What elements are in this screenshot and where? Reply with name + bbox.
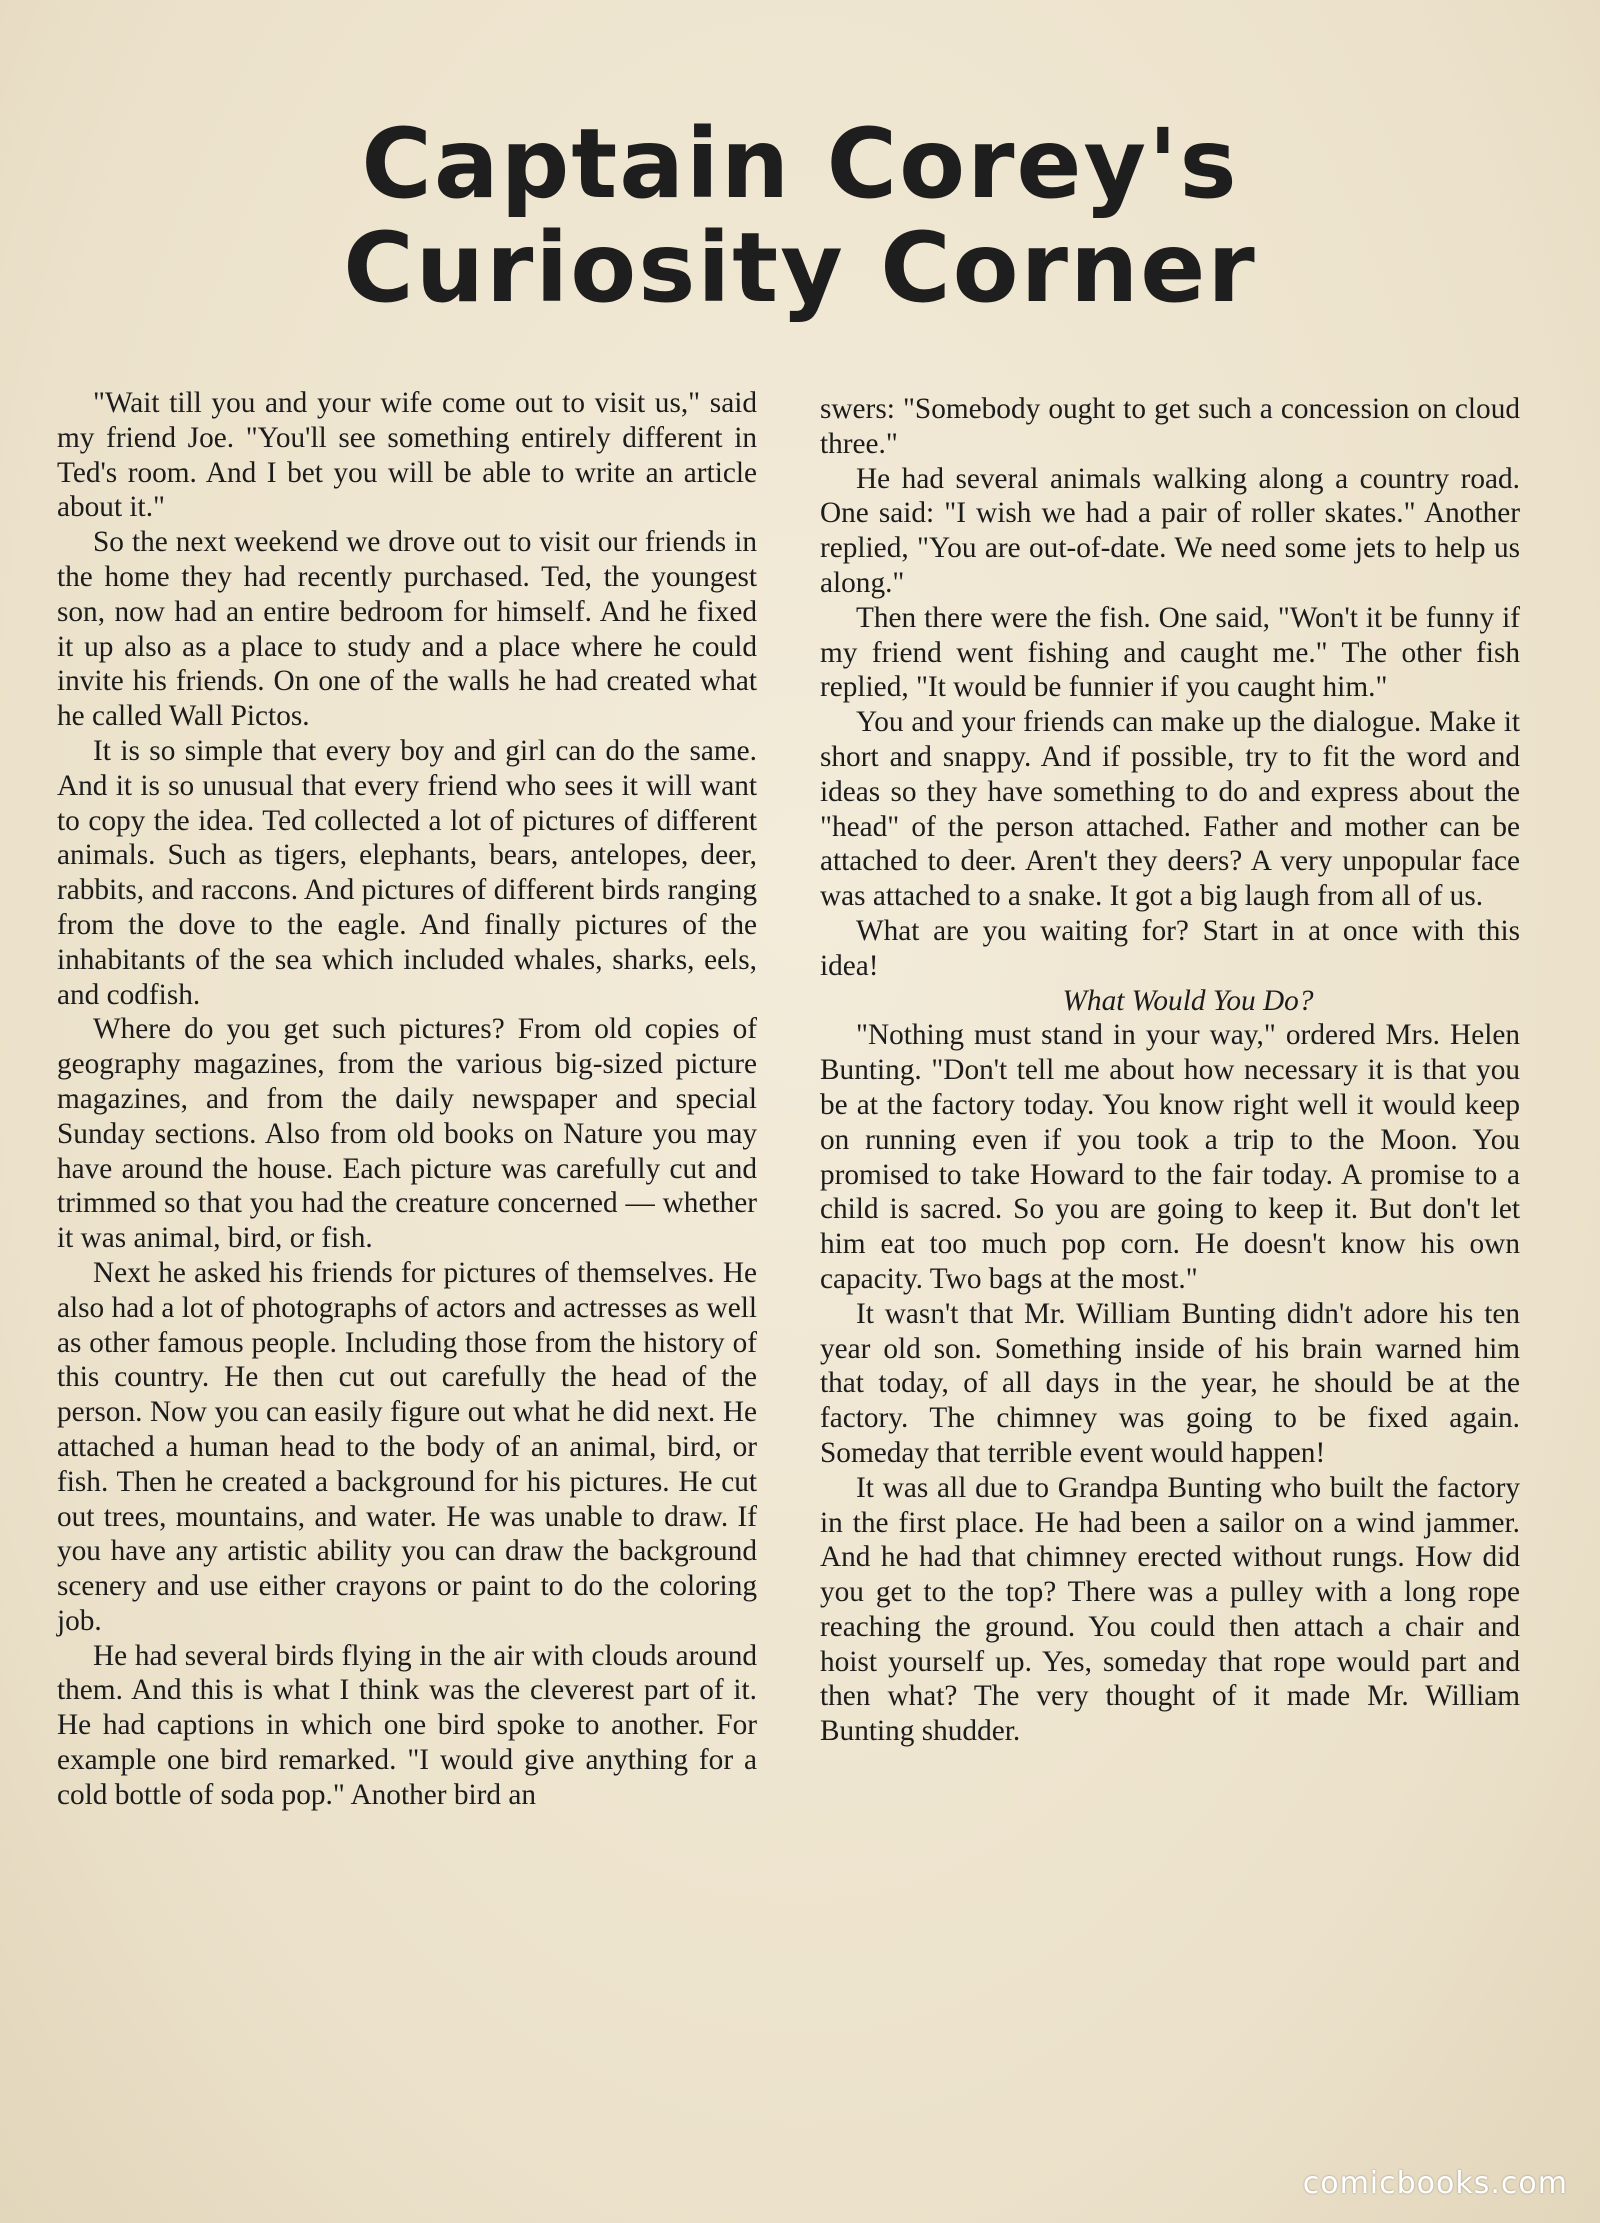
paragraph: It was all due to Grandpa Bunting who built the factory in the first place. He had been a sailor on a wind jammer. And he had that chimney erected without rungs. How did you get to the top? There was a pulley with a long rope reaching the ground. You could then attach a chair and hoist yourself up. Yes, someday that rope would part and then what? The very thought of it made Mr. William Bunting shudder. — [820, 1471, 1520, 1748]
site-watermark: comicbooks.com — [1302, 2166, 1568, 2201]
paragraph: "Wait till you and your wife come out to visit us," said my friend Joe. "You'll see something entirely different in Ted's room. And I bet you will be able to write an article about it." — [57, 387, 757, 524]
title-line-2: Curiosity Corner — [343, 212, 1257, 324]
paragraph: He had several birds flying in the air with clouds around them. And this is what I think was the cleverest part of it. He had captions in which one bird spoke to another. For example one bird remarked. "I would give anything for a cold bottle of soda pop." Another bird an — [57, 1639, 757, 1811]
paragraph: Then there were the fish. One said, "Won't it be funny if my friend went fishing and caught me." The other fish replied, "It would be funnier if you caught him." — [820, 601, 1520, 704]
paragraph: So the next weekend we drove out to visit our friends in the home they had recently purchased. Ted, the youngest son, now had an entire bedroom for himself. And he fixed it up also as a place to study and a place where he could invite his friends. On one of the walls he had created what he called Wall Pictos. — [57, 526, 757, 733]
paragraph: "Nothing must stand in your way," ordered Mrs. Helen Bunting. "Don't tell me about how necessary it is that you be at the factory today. You know right well it would keep on running even if you took a trip to the Moon. You promised to take Howard to the fair today. A promise to a child is sacred. So you are going to keep it. But don't let him eat too much pop corn. He doesn't know his own capacity. Two bags at the most." — [820, 1019, 1520, 1295]
story-subheading: What Would You Do? — [1062, 984, 1314, 1017]
paragraph: It wasn't that Mr. William Bunting didn't adore his ten year old son. Something inside of his brain warned him that today, of all days in the year, he should be at the factory. The chimney was going to be fixed again. Someday that terrible event would happen! — [820, 1297, 1520, 1469]
paragraph: What are you waiting for? Start in at once with this idea! — [820, 914, 1520, 982]
paragraph: You and your friends can make up the dialogue. Make it short and snappy. And if possible, try to fit the word and ideas so they have something to do and express about the "head" of the person attached. Father and mother can be attached to deer. Aren't they deers? A very unpopular face was attached to a snake. It got a big laugh from all of us. — [820, 706, 1520, 913]
title-line-1: Captain Corey's — [361, 108, 1239, 220]
paragraph: Next he asked his friends for pictures of themselves. He also had a lot of photographs of actors and actresses as well as other famous people. Including those from the history of this country. He then cut out carefully the head of the person. Now you can easily figure out what he did next. He attached a human head to the body of an animal, bird, or fish. Then he created a background for his pictures. He cut out trees, mountains, and water. He was unable to draw. If you have any artistic ability you can draw the background scenery and use either crayons or paint to do the coloring job. — [57, 1256, 757, 1637]
left-column — [57, 386, 757, 1813]
article-title — [0, 108, 1600, 324]
paragraph: It is so simple that every boy and girl can do the same. And it is so unusual that every friend who sees it will want to copy the idea. Ted collected a lot of pictures of different animals. Such as tigers, elephants, bears, antelopes, deer, rabbits, and raccons. And pictures of different birds ranging from the dove to the eagle. And finally pictures of the inhabitants of the sea which included whales, sharks, eels, and codfish. — [57, 734, 757, 1011]
paragraph: Where do you get such pictures? From old copies of geography magazines, from the various big-sized picture magazines, and from the daily newspaper and special Sunday sections. Also from old books on Nature you may have around the house. Each picture was carefully cut and trimmed so that you had the creature concerned — whether it was animal, bird, or fish. — [57, 1013, 757, 1255]
paragraph-continuation: swers: "Somebody ought to get such a concession on cloud three." — [820, 393, 1520, 460]
paragraph: He had several animals walking along a country road. One said: "I wish we had a pair of roller skates." Another replied, "You are out-of-date. We need some jets to help us along." — [820, 462, 1520, 599]
right-column — [820, 392, 1520, 1749]
